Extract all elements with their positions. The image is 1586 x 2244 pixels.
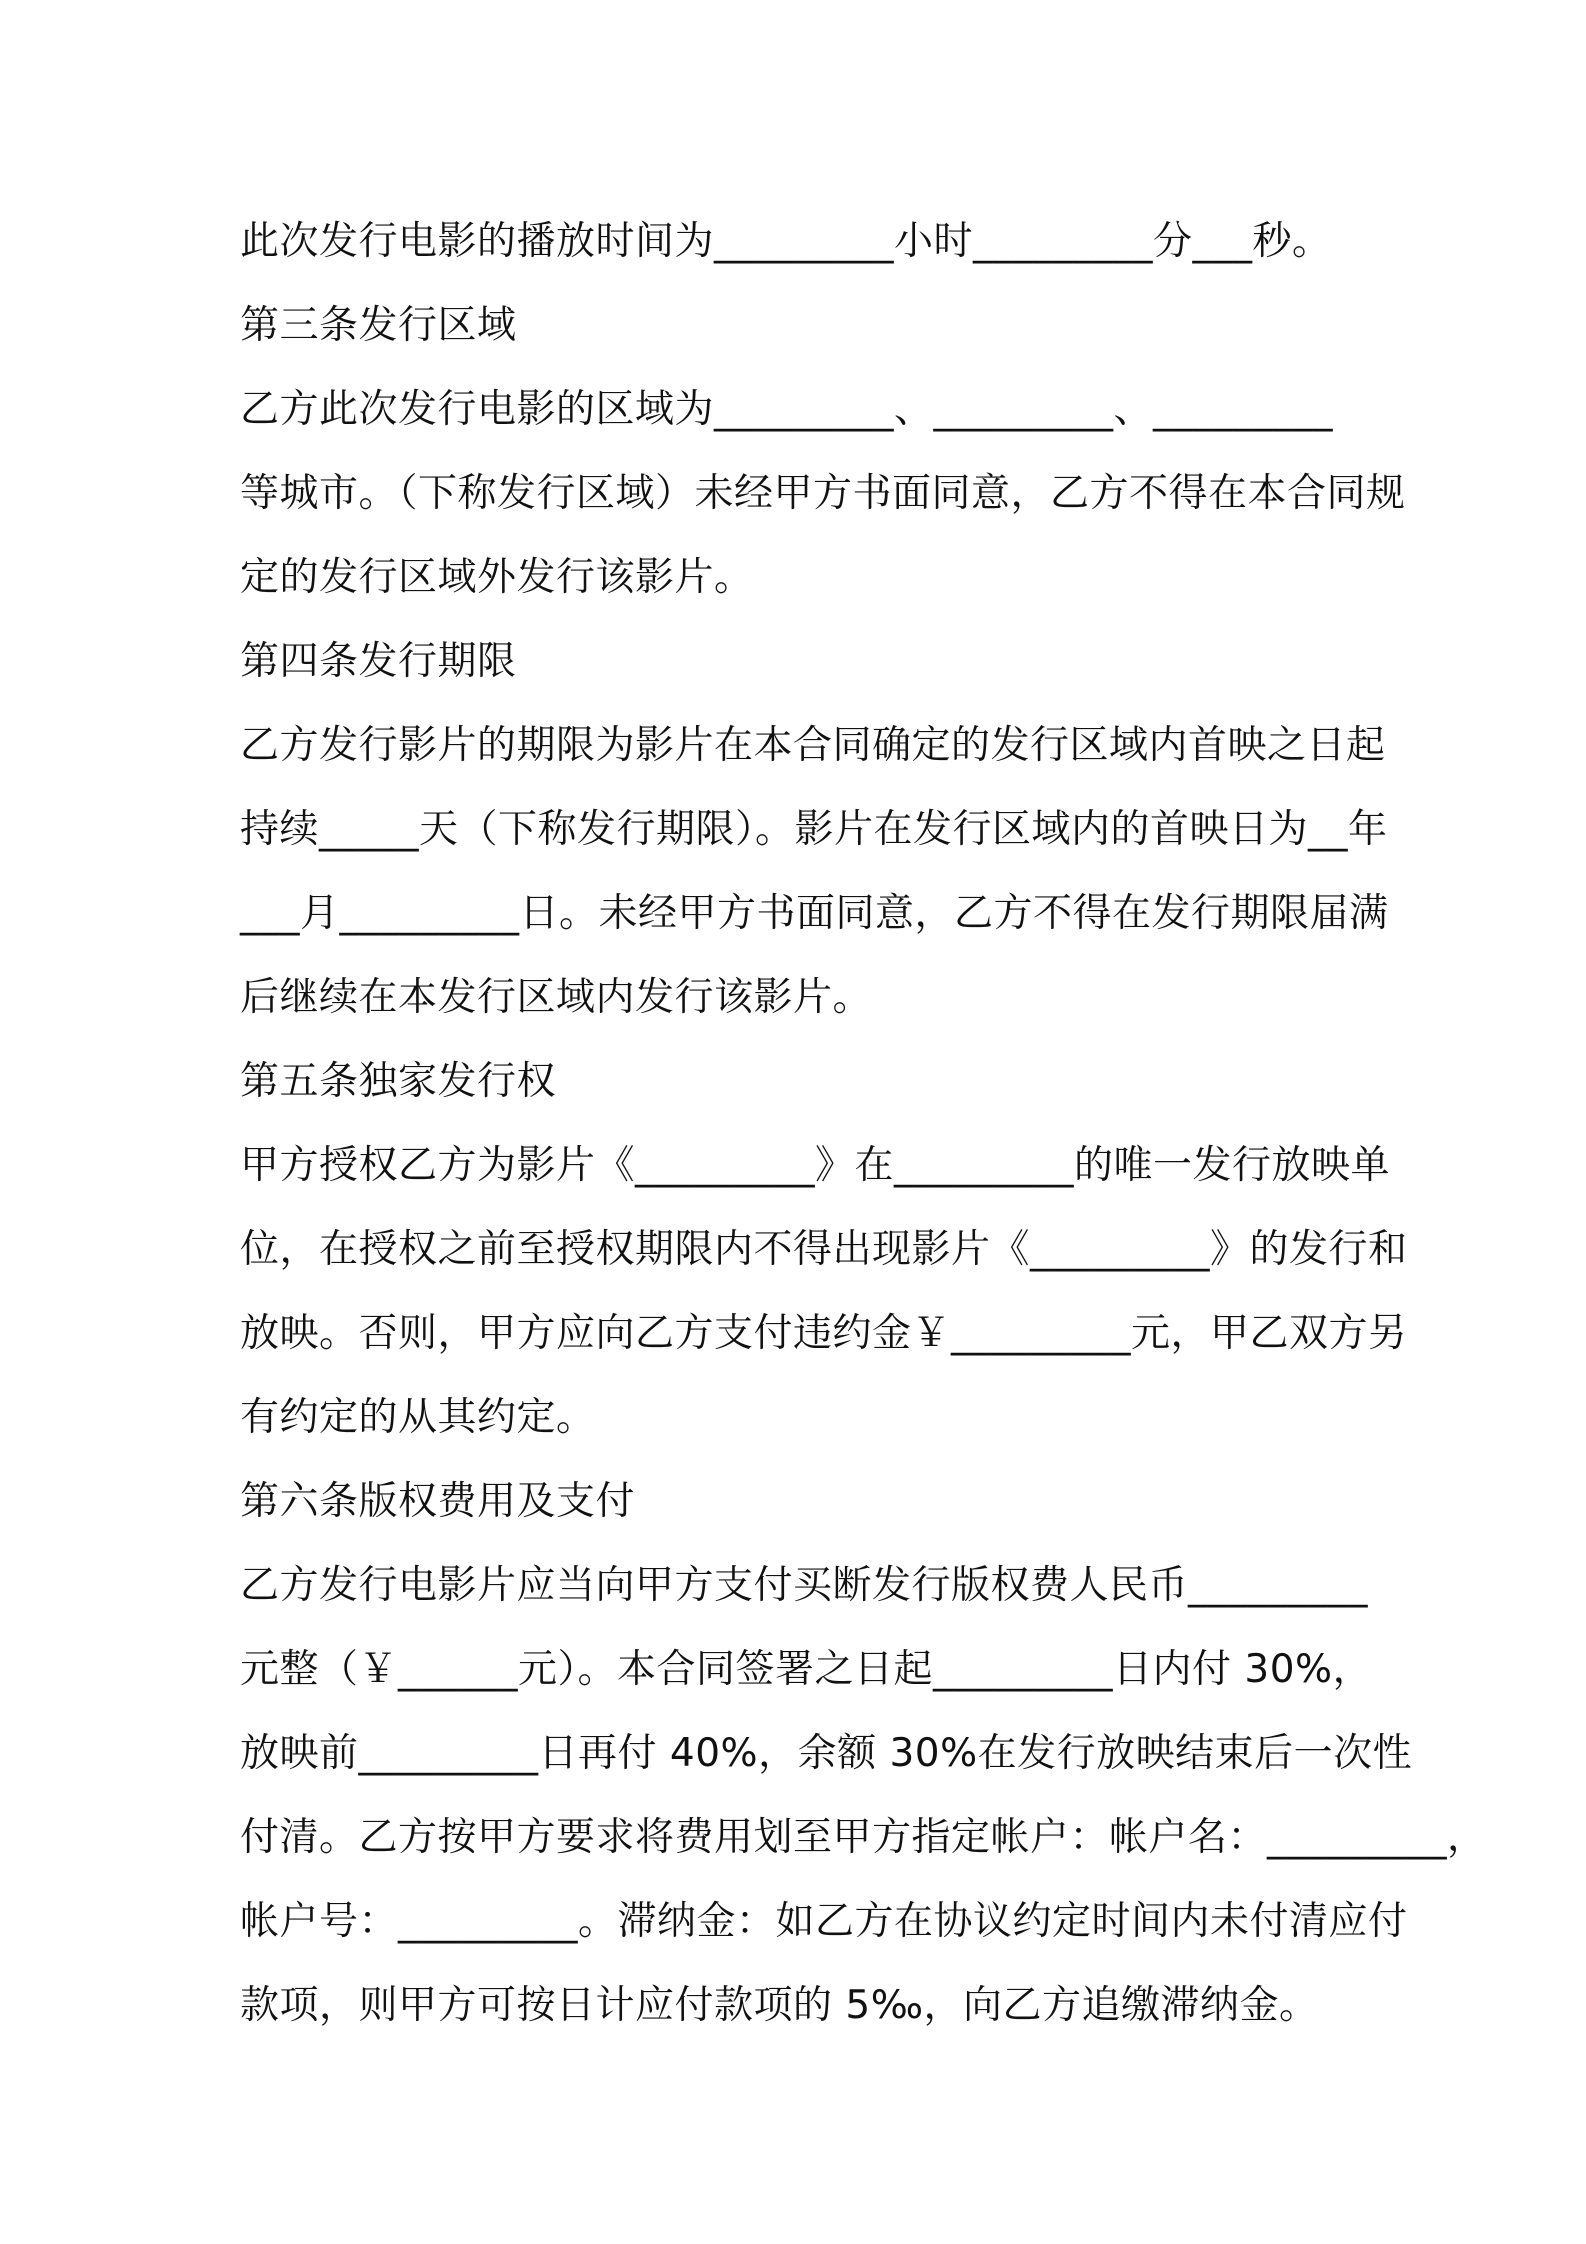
text-line: 付清。乙方按甲方要求将费用划至甲方指定帐户：帐户名：_________， bbox=[240, 1815, 1487, 1860]
document-page bbox=[240, 200, 1487, 2048]
section-heading: 第五条独家发行权 bbox=[240, 1059, 557, 1104]
text-line: ___月_________日。未经甲方书面同意，乙方不得在发行期限届满 bbox=[240, 891, 1389, 936]
text-line: 甲方授权乙方为影片《_________》在_________的唯一发行放映单 bbox=[240, 1143, 1391, 1188]
text-line: 等城市。（下称发行区域）未经甲方书面同意，乙方不得在本合同规 bbox=[240, 471, 1406, 516]
text-line: 乙方此次发行电影的区域为_________、_________、_________ bbox=[240, 387, 1334, 432]
text-line: 位，在授权之前至授权期限内不得出现影片《_________》的发行和 bbox=[240, 1227, 1408, 1272]
text-line: 后继续在本发行区域内发行该影片。 bbox=[240, 975, 873, 1020]
section-heading: 第三条发行区域 bbox=[240, 303, 517, 348]
text-line: 定的发行区域外发行该影片。 bbox=[240, 555, 754, 600]
section-heading: 第四条发行期限 bbox=[240, 639, 517, 684]
text-line: 乙方发行电影片应当向甲方支付买断发行版权费人民币_________ bbox=[240, 1563, 1369, 1608]
text-line: 元整（￥______元）。本合同签署之日起_________日内付 30%， bbox=[240, 1647, 1373, 1692]
text-line: 款项，则甲方可按日计应付款项的 5‰，向乙方追缴滞纳金。 bbox=[240, 1983, 1319, 2028]
text-line: 放映。否则，甲方应向乙方支付违约金￥_________元，甲乙双方另 bbox=[240, 1311, 1408, 1356]
text-line: 持续_____天（下称发行期限）。影片在发行区域内的首映日为__年 bbox=[240, 807, 1388, 852]
text-line: 此次发行电影的播放时间为_________小时_________分___秒。 bbox=[240, 219, 1332, 264]
text-line: 有约定的从其约定。 bbox=[240, 1395, 596, 1440]
text-line: 帐户号：_________。滞纳金：如乙方在协议约定时间内未付清应付 bbox=[240, 1899, 1408, 1944]
section-heading: 第六条版权费用及支付 bbox=[240, 1479, 636, 1524]
text-line: 乙方发行影片的期限为影片在本合同确定的发行区域内首映之日起 bbox=[240, 723, 1386, 768]
text-line: 放映前_________日再付 40%，余额 30%在发行放映结束后一次性 bbox=[240, 1731, 1413, 1776]
